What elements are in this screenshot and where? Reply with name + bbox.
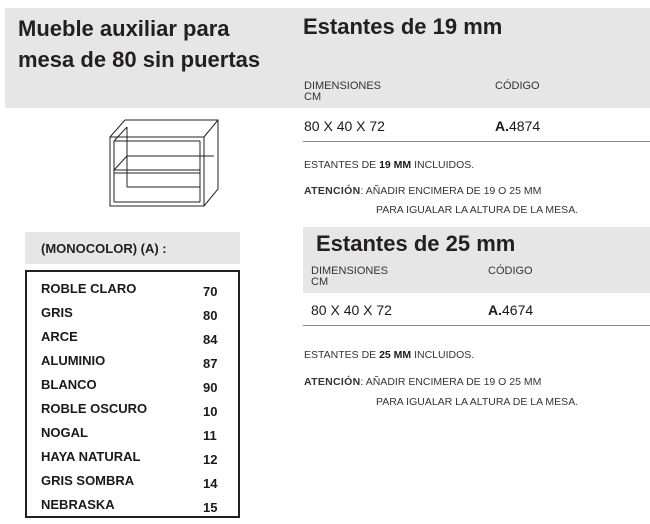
color-row (41, 377, 226, 401)
shelf25-note-post: INCLUIDOS. (411, 349, 475, 361)
shelf25-code-prefix: A. (488, 302, 502, 318)
shelf19-warning-text2: PARA IGUALAR LA ALTURA DE LA MESA. (376, 204, 579, 216)
shelf25-dimensions-label (311, 266, 388, 288)
shelf19-dimensions-label (304, 81, 381, 103)
color-name: NEBRASKA (41, 497, 115, 512)
color-row (41, 305, 226, 329)
color-list (25, 270, 240, 518)
shelf25-warning-label: ATENCIÓN (304, 376, 361, 388)
color-name: ROBLE CLARO (41, 281, 137, 296)
shelf19-code-number: 4874 (509, 118, 541, 134)
monocolor-heading: (MONOCOLOR) (A) : (41, 241, 167, 256)
shelf25-warning-text: : AÑADIR ENCIMERA DE 19 O 25 MM (360, 376, 542, 388)
shelf19-dim-label-line2: CM (304, 91, 322, 103)
color-row (41, 473, 226, 497)
product-title (18, 13, 298, 75)
shelf25-row-divider (303, 325, 650, 326)
shelf19-title: Estantes de 19 mm (303, 14, 503, 39)
color-code: 84 (203, 332, 218, 347)
color-code: 14 (203, 476, 218, 491)
shelf19-code-prefix: A. (495, 118, 509, 134)
color-name: ALUMINIO (41, 353, 106, 368)
shelf19-code-value (495, 118, 540, 134)
color-code: 12 (203, 452, 218, 467)
color-name: HAYA NATURAL (41, 449, 141, 464)
shelf25-note-pre: ESTANTES DE (304, 349, 380, 361)
color-code: 11 (203, 428, 217, 443)
shelf19-note-bold: 19 MM (379, 159, 412, 171)
shelf19-warning-text: : AÑADIR ENCIMERA DE 19 O 25 MM (360, 185, 542, 197)
shelf19-included-note (304, 159, 474, 171)
color-code: 70 (203, 284, 218, 299)
shelf25-code-number: 4674 (502, 302, 534, 318)
color-row (41, 353, 226, 377)
shelf25-warning (304, 376, 541, 388)
color-name: GRIS SOMBRA (41, 473, 135, 488)
shelf19-warning-label: ATENCIÓN (304, 185, 361, 197)
shelf25-dimensions-value: 80 X 40 X 72 (311, 302, 392, 318)
furniture-illustration (100, 117, 225, 212)
shelf25-dim-label-line2: CM (311, 276, 329, 288)
shelf19-dim-label-line1: DIMENSIONES (304, 80, 382, 92)
shelf19-dimensions-value: 80 X 40 X 72 (304, 118, 385, 134)
color-name: ROBLE OSCURO (41, 401, 148, 416)
shelf25-note-bold: 25 MM (379, 349, 412, 361)
shelf19-row-divider (303, 141, 650, 142)
product-title-line1: Mueble auxiliar para (18, 16, 230, 41)
shelf25-code-label: CÓDIGO (488, 265, 533, 277)
color-code: 15 (203, 500, 218, 515)
shelf25-title: Estantes de 25 mm (316, 231, 516, 256)
shelf25-warning-text2: PARA IGUALAR LA ALTURA DE LA MESA. (376, 396, 579, 408)
color-row (41, 449, 226, 473)
product-title-line2: mesa de 80 sin puertas (18, 47, 261, 72)
shelf25-included-note (304, 349, 474, 361)
color-row (41, 401, 226, 425)
shelf25-dim-label-line1: DIMENSIONES (311, 265, 389, 277)
color-row (41, 281, 226, 305)
color-code: 80 (203, 308, 218, 323)
shelf19-warning (304, 185, 541, 197)
color-code: 87 (203, 356, 218, 371)
shelf19-note-post: INCLUIDOS. (411, 159, 475, 171)
color-code: 10 (203, 404, 218, 419)
color-name: ARCE (41, 329, 78, 344)
color-name: BLANCO (41, 377, 97, 392)
shelf19-note-pre: ESTANTES DE (304, 159, 380, 171)
color-row (41, 497, 226, 521)
color-row (41, 329, 226, 353)
shelf19-code-label: CÓDIGO (495, 80, 540, 92)
color-row (41, 425, 226, 449)
color-code: 90 (203, 380, 218, 395)
color-name: NOGAL (41, 425, 88, 440)
color-name: GRIS (41, 305, 73, 320)
shelf25-code-value (488, 302, 533, 318)
